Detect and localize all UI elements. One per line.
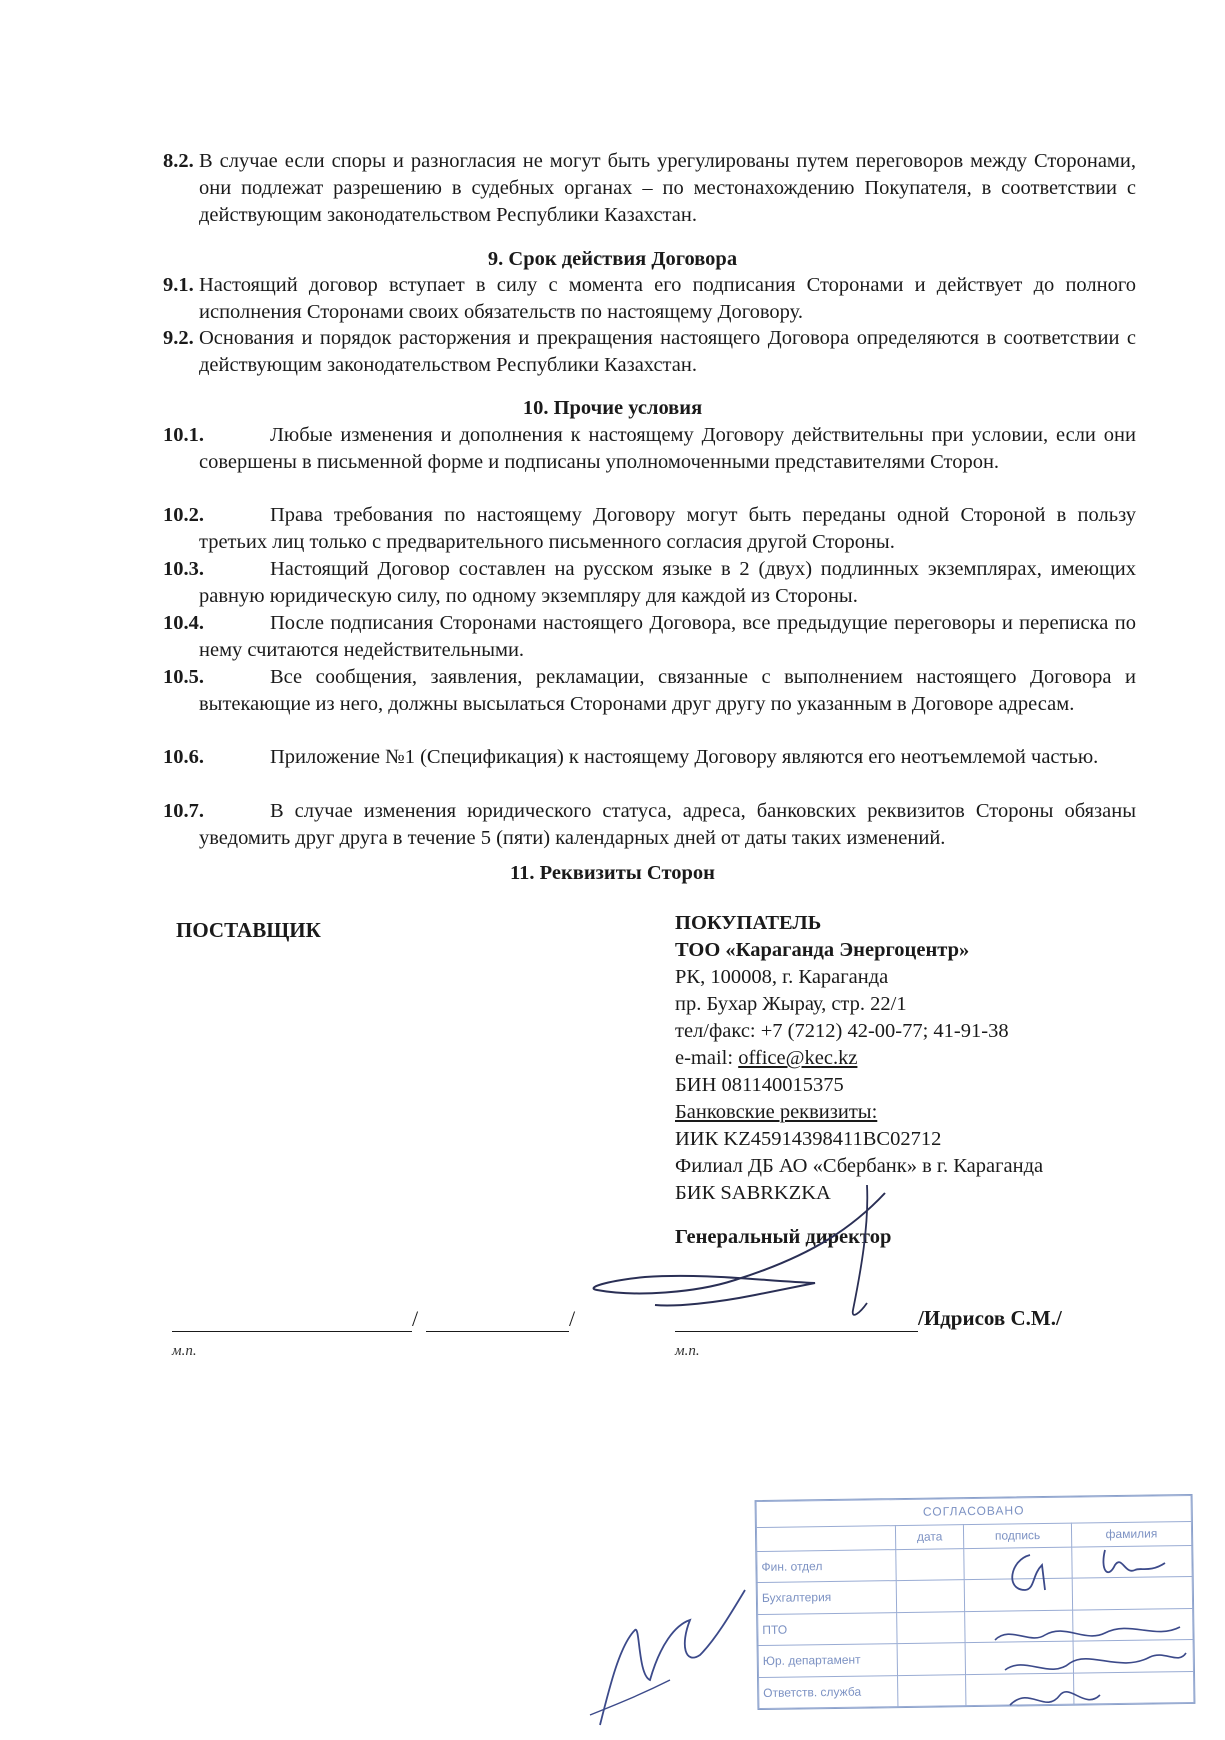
clause-10-5 <box>163 664 1136 718</box>
clause-9-1 <box>163 272 1136 326</box>
stamp-row-label: ПТО <box>758 1612 897 1645</box>
buyer-label: ПОКУПАТЕЛЬ <box>675 912 822 934</box>
clause-10-6 <box>163 744 1136 771</box>
clause-number: 9.2. <box>163 327 194 349</box>
stamp-col-header: фамилия <box>1071 1521 1192 1546</box>
clause-text: Настоящий договор вступает в силу с момента его подписания Сторонами и действует до полного исполнения Сторонами своих обязательств по настоящему Договору. <box>199 274 1136 323</box>
stamp-row-label: Фин. отдел <box>757 1549 896 1582</box>
stamp-col-header: подпись <box>964 1523 1072 1548</box>
section-10-title: 10. Прочие условия <box>522 397 703 419</box>
clause-10-2 <box>163 502 1136 556</box>
clause-text: Любые изменения и дополнения к настоящему Договору действительны при условии, если они совершены в письменной форме и подписаны уполномоченными представителями Сторон. <box>199 424 1136 473</box>
stamp-signatures <box>990 1545 1190 1725</box>
clause-text: Права требования по настоящему Договору могут быть переданы одной Стороной в пользу третьих лиц только с предварительного письменного согласия другой Стороны. <box>199 504 1136 553</box>
clause-text: В случае если споры и разногласия не могут быть урегулированы путем переговоров между Сторонами, они подлежат разрешению в судебных органах – по местонахождению Покупателя, в соответствии с действующим законодательством Республики Казахстан. <box>199 150 1136 226</box>
stamp-col-header: дата <box>895 1525 964 1550</box>
clause-number: 8.2. <box>163 150 194 172</box>
buyer-bin: БИН 081140015375 <box>675 1074 844 1096</box>
buyer-email-row <box>675 1045 1043 1072</box>
clause-text: Приложение №1 (Спецификация) к настоящему Договору являются его неотъемлемой частью. <box>270 746 1099 768</box>
clause-10-4 <box>163 610 1136 664</box>
email-label: e-mail: <box>675 1047 739 1069</box>
section-9-title: 9. Срок действия Договора <box>487 248 738 270</box>
clause-9-2 <box>163 325 1136 379</box>
buyer-bik: БИК SABRKZKA <box>675 1182 831 1204</box>
signature-slash: / <box>412 1306 419 1331</box>
buyer-iik: ИИК KZ45914398411BC02712 <box>675 1128 942 1150</box>
clause-number: 10.2. <box>163 504 204 526</box>
buyer-signature-line <box>675 1331 918 1332</box>
supplier-name-line <box>426 1331 569 1332</box>
clause-10-7 <box>163 798 1136 852</box>
stamp-title: СОГЛАСОВАНО <box>756 1495 1191 1527</box>
section-11-title: 11. Реквизиты Сторон <box>510 862 715 884</box>
clause-10-3 <box>163 556 1136 610</box>
clause-number: 10.6. <box>163 746 204 768</box>
stamp-row-label: Юр. департамент <box>758 1644 897 1677</box>
clause-number: 10.5. <box>163 666 204 688</box>
supplier-seal-label: м.п. <box>172 1343 197 1359</box>
buyer-seal-label: м.п. <box>675 1343 700 1359</box>
clause-number: 10.1. <box>163 424 204 446</box>
clause-text: В случае изменения юридического статуса, адреса, банковских реквизитов Стороны обязаны уведомить друг друга в течение 5 (пяти) календарных дней от даты таких изменений. <box>199 800 1136 849</box>
bank-header: Банковские реквизиты: <box>675 1101 878 1123</box>
clause-8-2 <box>163 148 1136 229</box>
buyer-address-1: РК, 100008, г. Караганда <box>675 966 889 988</box>
signature-slash: / <box>569 1306 576 1331</box>
email-link[interactable]: office@kec.kz <box>738 1047 858 1069</box>
buyer-position: Генеральный директор <box>675 1226 892 1248</box>
stamp-col-header <box>756 1525 895 1551</box>
clause-number: 10.7. <box>163 800 204 822</box>
buyer-signatory: /Идрисов С.М./ <box>918 1306 1062 1330</box>
buyer-phone: тел/факс: +7 (7212) 42-00-77; 41-91-38 <box>675 1020 1009 1042</box>
stamp-row-label: Бухгалтерия <box>757 1581 896 1614</box>
clause-text: Все сообщения, заявления, рекламации, связанные с выполнением настоящего Договора и вытекающие из него, должны высылаться Сторонами друг другу по указанным в Договоре адресам. <box>199 666 1136 715</box>
supplier-signature-line <box>172 1331 412 1332</box>
clause-text: После подписания Сторонами настоящего Договора, все предыдущие переговоры и переписка по нему считаются недействительными. <box>199 612 1136 661</box>
supplier-label: ПОСТАВЩИК <box>176 918 321 942</box>
clause-10-1 <box>163 422 1136 476</box>
buyer-bank: Филиал ДБ АО «Сбербанк» в г. Караганда <box>675 1155 1044 1177</box>
clause-text: Основания и порядок расторжения и прекращения настоящего Договора определяются в соответствии с действующим законодательством Республики Казахстан. <box>199 327 1136 376</box>
clause-number: 9.1. <box>163 274 194 296</box>
clause-number: 10.3. <box>163 558 204 580</box>
buyer-company: ТОО «Караганда Энергоцентр» <box>675 939 970 961</box>
buyer-address-2: пр. Бухар Жырау, стр. 22/1 <box>675 993 907 1015</box>
clause-text: Настоящий Договор составлен на русском языке в 2 (двух) подлинных экземплярах, имеющих равную юридическую силу, по одному экземпляру для каждой из Стороны. <box>199 558 1136 607</box>
stamp-row-label: Ответств. служба <box>759 1675 898 1708</box>
clause-number: 10.4. <box>163 612 204 634</box>
margin-signature <box>580 1585 750 1735</box>
director-signature <box>585 1185 915 1325</box>
